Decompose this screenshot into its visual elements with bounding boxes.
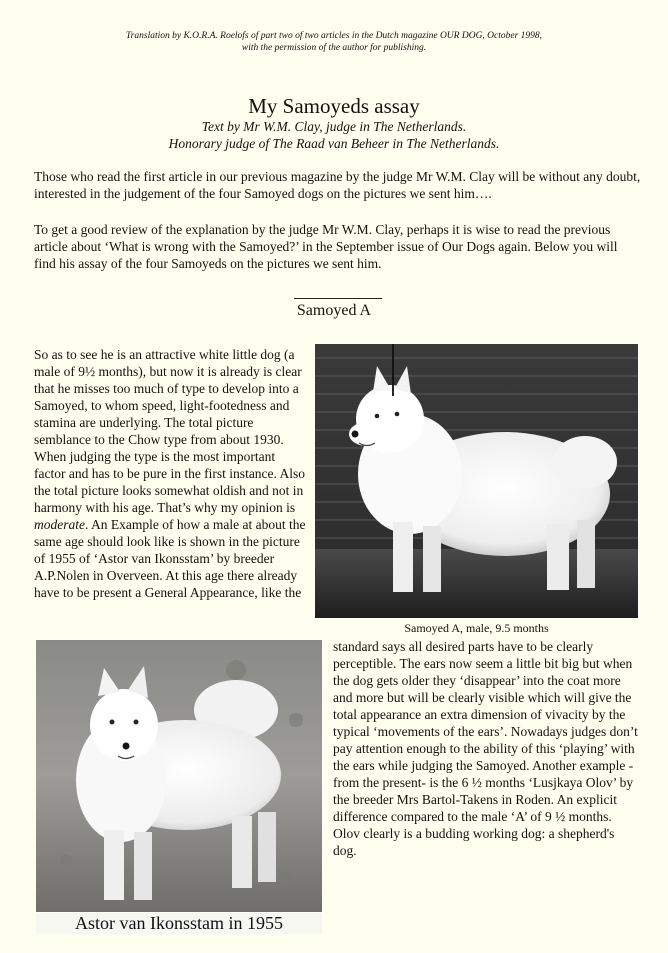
byline-line-2: Honorary judge of The Raad van Beheer in The Netherlands. bbox=[168, 136, 500, 151]
credit-line-2: with the permission of the author for publishing. bbox=[241, 43, 427, 53]
article-title: My Samoyeds assay bbox=[248, 94, 420, 118]
body-column-right: standard says all desired parts have to be clearly perceptible. The ears now seem a little bit big but when the dog gets older they ‘disappear’ into the coat more and more but will be clearly visible which will give the total appearance an extra dimension of vivacity by the typical ‘movements of the ears’. Nowadays judges don’t pay attention enough to the ability of this ‘playing’ with the ears while judging the Samoyed. Another example -from the present- is the 6 ½ months ‘Lusjkaya Olov’ by the breeder Mrs Bartol-Takens in Roden. An explicit difference compared to the male ‘A’ of 9 ½ months. Olov clearly is a budding working dog: a shepherd's dog. bbox=[333, 639, 638, 858]
samoyed-a-caption: Samoyed A, male, 9.5 months bbox=[404, 621, 549, 635]
body-text-emphasis: moderate bbox=[34, 517, 85, 532]
body-text-part-1: So as to see he is an attractive white little dog (a male of 9½ months), but now it is already is clear that he misses too much of type to develop into a Samoyed, to whom speed, light-footedness and stamina are underlying. The total picture semblance to the Chow type from about 1930. When judging the type is the most important factor and has to be pure in the first instance. Also the total picture looks somewhat oldish and not in harmony with his age. That’s why my opinion is bbox=[34, 347, 306, 515]
body-text-part-2: . An Example of how a male at about the same age should look like is shown in the picture of 1955 of ‘Astor van Ikonsstam’ by breeder A.P.Nolen in Overveen. At this age there already have to be present a General Appearance, like the bbox=[34, 517, 306, 600]
body-column-left bbox=[34, 346, 306, 601]
astor-caption: Astor van Ikonsstam in 1955 bbox=[36, 913, 322, 934]
byline-line-1: Text by Mr W.M. Clay, judge in The Netherlands. bbox=[201, 119, 467, 134]
credit-line-1: Translation by K.O.R.A. Roelofs of part two of two articles in the Dutch magazine OUR DOG, October 1998, bbox=[125, 31, 543, 41]
translation-credit bbox=[40, 30, 628, 54]
article-byline bbox=[0, 118, 668, 152]
intro-paragraph-2: To get a good review of the explanation by the judge Mr W.M. Clay, perhaps it is wise to read the previous article about ‘What is wrong with the Samoyed?’ in the September issue of Our Dogs again. Below you will find his assay of the four Samoyeds on the pictures we sent him. bbox=[34, 222, 618, 271]
intro-paragraph-1: Those who read the first article in our previous magazine by the judge Mr W.M. Clay will be without any doubt, interested in the judgement of the four Samoyed dogs on the pictures we sent him…. bbox=[34, 169, 641, 201]
samoyed-a-photo bbox=[315, 344, 638, 618]
astor-photo bbox=[36, 640, 322, 912]
section-divider bbox=[294, 298, 382, 299]
section-heading: Samoyed A bbox=[296, 302, 372, 319]
